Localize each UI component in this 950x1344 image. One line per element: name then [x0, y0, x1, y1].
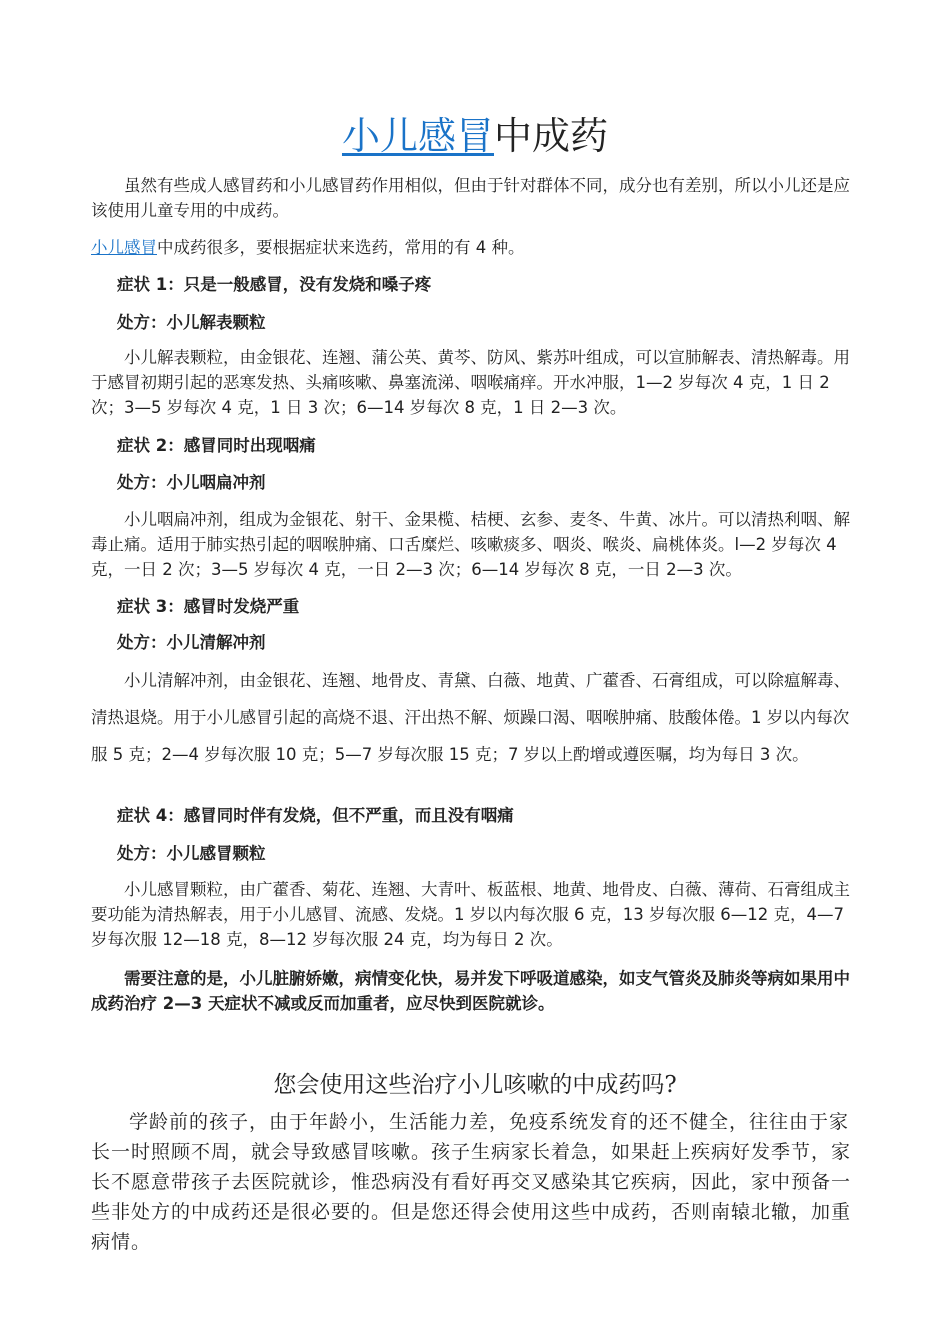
symptom-heading-1: 症状 1：只是一般感冒，没有发烧和嗓子疼 [117, 275, 432, 294]
title-link[interactable]: 小儿感冒 [341, 114, 494, 158]
symptom-heading-4: 症状 4：感冒同时伴有发烧，但不严重，而且没有咽痛 [117, 806, 514, 825]
section-body-text-1: 小儿解表颗粒，由金银花、连翘、蒲公英、黄芩、防风、紫苏叶组成，可以宣肺解表、清热解毒。用于感冒初期引起的恶寒发热、头痛咳嗽、鼻塞流涕、咽喉痛痒。开水冲服，1—2 岁每次 4 克，1 日 2 次；3—5 岁每次 4 克，1 日 3 次；6—14 岁每次 8 克，1 日 2—3 次。 [91, 348, 850, 417]
section-body-text-4: 小儿感冒颗粒，由广藿香、菊花、连翘、大青叶、板蓝根、地黄、地骨皮、白薇、薄荷、石膏组成主要功能为清热解表，用于小儿感冒、流感、发烧。1 岁以内每次服 6 克，13 岁每次服 6—12 克，4—7 岁每次服 12—18 克，8—12 岁每次服 24 克，均为每日 2 次。 [91, 880, 850, 949]
warning-block [91, 966, 861, 1016]
prescription-heading-2: 处方：小儿咽扁冲剂 [117, 473, 266, 492]
warning-text: 需要注意的是，小儿脏腑娇嫩，病情变化快，易并发下呼吸道感染，如支气管炎及肺炎等病如果用中成药治疗 2—3 天症状不减或反而加重者，应尽快到医院就诊。 [91, 969, 850, 1013]
prescription-heading-4: 处方：小儿感冒颗粒 [117, 844, 266, 863]
section-body-4 [91, 877, 861, 952]
intro-line [91, 235, 861, 260]
symptom-heading-3: 症状 3：感冒时发烧严重 [117, 597, 300, 616]
section-body-3 [91, 662, 861, 773]
page-title [0, 110, 950, 162]
article2-paragraph: 学龄前的孩子，由于年龄小，生活能力差，免疫系统发育的还不健全，往往由于家长一时照顾不周，就会导致感冒咳嗽。孩子生病家长着急，如果赶上疾病好发季节，家长不愿意带孩子去医院就诊，惟恐病没有看好再交叉感染其它疾病，因此，家中预备一些非处方的中成药还是很必要的。但是您还得会使用这些中成药，否则南辕北辙，加重病情。 [91, 1111, 852, 1253]
article2-title: 您会使用这些治疗小儿咳嗽的中成药吗? [273, 1072, 677, 1098]
section-body-2 [91, 507, 861, 582]
intro-line-rest: 中成药很多，要根据症状来选药，常用的有 4 种。 [157, 238, 525, 257]
article2-body [91, 1107, 861, 1257]
intro-line-block [91, 235, 861, 260]
symptom-heading-2: 症状 2：感冒同时出现咽痛 [117, 436, 316, 455]
intro-paragraph-block [91, 173, 861, 223]
section-body-text-3: 小儿清解冲剂，由金银花、连翘、地骨皮、青黛、白薇、地黄、广藿香、石膏组成，可以除瘟解毒、清热退烧。用于小儿感冒引起的高烧不退、汗出热不解、烦躁口渴、咽喉肿痛、肢酸体倦。1 岁以内每次服 5 克；2—4 岁每次服 10 克；5—7 岁每次服 15 克；7 岁以上酌增或遵医嘱，均为每日 3 次。 [91, 671, 850, 764]
section-body-1 [91, 345, 861, 420]
intro-link[interactable]: 小儿感冒 [91, 238, 157, 257]
prescription-heading-1: 处方：小儿解表颗粒 [117, 313, 266, 332]
prescription-heading-3: 处方：小儿清解冲剂 [117, 633, 266, 652]
title-rest: 中成药 [494, 114, 609, 158]
intro-paragraph: 虽然有些成人感冒药和小儿感冒药作用相似，但由于针对群体不同，成分也有差别，所以小儿还是应该使用儿童专用的中成药。 [91, 176, 850, 220]
section-body-text-2: 小儿咽扁冲剂，组成为金银花、射干、金果榄、桔梗、玄参、麦冬、牛黄、冰片。可以清热利咽、解毒止痛。适用于肺实热引起的咽喉肿痛、口舌糜烂、咳嗽痰多、咽炎、喉炎、扁桃体炎。l—2 岁每次 4 克，一日 2 次；3—5 岁每次 4 克，一日 2—3 次；6—14 岁每次 8 克，一日 2—3 次。 [91, 510, 850, 579]
